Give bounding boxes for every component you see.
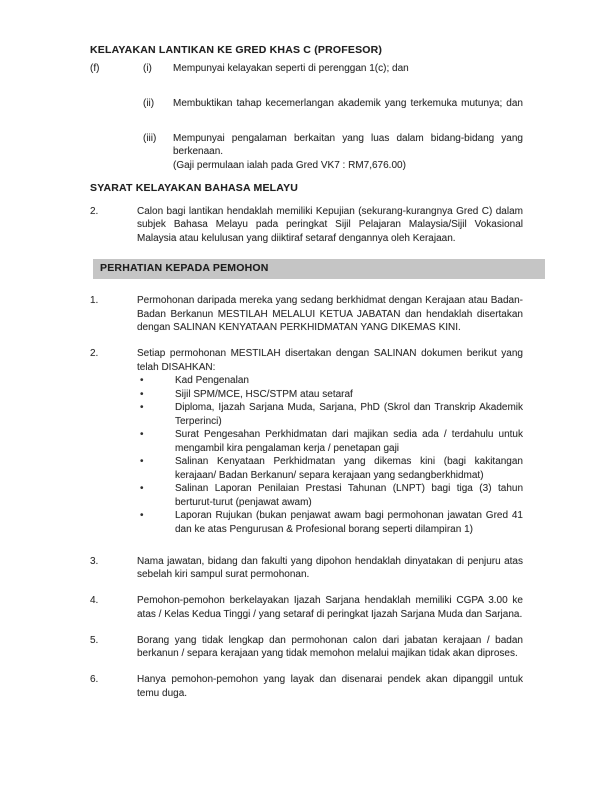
bullet-text: Sijil SPM/MCE, HSC/STPM atau setaraf [175,388,353,400]
item-number: 5. [90,634,99,646]
section-heading-bahasa: SYARAT KELAYAKAN BAHASA MELAYU [90,182,299,194]
clause-marker-i: (i) [143,62,152,74]
item-number: 2. [90,205,99,217]
document-bullet-2 [137,388,523,402]
bullet-icon: • [140,510,144,521]
document-bullet-7 [137,509,523,536]
bullet-text: Salinan Laporan Penilaian Prestasi Tahunan (LNPT) bagi tiga (3) tahun berturut-turut (penjawat awam) [175,483,523,508]
item-number: 1. [90,295,99,306]
clause-note-salary: (Gaji permulaan ialah pada Gred VK7 : RM7,676.00) [173,159,406,171]
document-bullet-1 [137,374,523,388]
bullet-icon: • [140,402,144,413]
language-item [90,205,523,246]
bullet-text: Surat Pengesahan Perkhidmatan dari majikan sedia ada / terdahulu untuk mengambil kira pengalaman kerja / penetapan gaji [175,429,523,454]
item-text: Pemohon-pemohon berkelayakan Ijazah Sarjana hendaklah memiliki CGPA 3.00 ke atas / Kelas Kedua Tinggi / yang setaraf di peringkat Ijazah Sarjana Muda dan Sarjana. [137,595,523,620]
item-number: 3. [90,555,99,567]
item-number: 6. [90,674,99,685]
clause-text-i: Mempunyai kelayakan seperti di perenggan 1(c); dan [173,62,409,74]
bullet-icon: • [140,388,144,400]
notice-item-4 [90,594,523,621]
bullet-text: Salinan Kenyataan Perkhidmatan yang dikemas kini (bagi kakitangan kerajaan/ Badan Berkanun/ separa kerajaan yang sedangberkhidmat) [175,456,523,481]
notice-item-3 [90,555,523,582]
bullet-text: Kad Pengenalan [175,375,249,386]
bullet-icon: • [140,375,144,386]
clause-text-iii: Mempunyai pengalaman berkaitan yang luas dalam bidang-bidang yang berkenaan. [173,132,523,157]
clause-text-ii: Membuktikan tahap kecemerlangan akademik yang terkemuka mutunya; dan [173,97,523,109]
document-bullet-6 [137,482,523,509]
notice-item-1 [90,294,523,335]
section-heading-kelayakan: KELAYAKAN LANTIKAN KE GRED KHAS C (PROFESOR) [90,44,383,56]
document-bullet-4 [137,428,523,455]
clause-row-iii [90,132,523,173]
item-text: Calon bagi lantikan hendaklah memiliki Kepujian (sekurang-kurangnya Gred C) dalam subjek Bahasa Melayu pada peringkat Sijil Pelajaran Malaysia/Sijil Vokasional Malaysia atau kelulusan yang diiktiraf setaraf dengannya oleh Kerajaan. [137,205,523,244]
section-kelayakan-lantikan [90,44,523,172]
clause-marker-f: (f) [90,62,100,74]
clause-row-ii [90,97,523,111]
item-text: Setiap permohonan MESTILAH disertakan dengan SALINAN dokumen berikut yang telah DISAHKAN: [137,348,523,373]
document-bullet-5 [137,455,523,482]
notice-item-2 [90,347,523,374]
item-number: 4. [90,595,99,606]
bullet-text: Laporan Rujukan (bukan penjawat awam bagi permohonan jawatan Gred 41 dan ke atas Pengurusan & Profesional borang seperti dilampiran 1) [175,510,523,535]
bullet-text: Diploma, Ijazah Sarjana Muda, Sarjana, PhD (Skrol dan Transkrip Akademik Terperinci) [175,402,523,427]
item-text: Hanya pemohon-pemohon yang layak dan disenarai pendek akan dipanggil untuk temu duga. [137,674,523,699]
bullet-icon: • [140,483,144,494]
bullet-icon: • [140,429,144,440]
clause-row-i [90,62,523,76]
bullet-icon: • [140,456,144,467]
item-number: 2. [90,348,99,359]
item-text: Nama jawatan, bidang dan fakulti yang dipohon hendaklah dinyatakan di penjuru atas sebelah kiri sampul surat permohonan. [137,555,523,580]
document-bullet-3 [137,401,523,428]
item-text: Borang yang tidak lengkap dan permohonan calon dari jabatan kerajaan / badan berkanun / separa kerajaan yang tidak memohon melalui majikan tidak akan diproses. [137,634,523,659]
clause-marker-iii: (iii) [143,132,157,144]
item-text: Permohonan daripada mereka yang sedang berkhidmat dengan Kerajaan atau Badan-Badan Berkanun MESTILAH MELALUI KETUA JABATAN dan hendaklah disertakan dengan SALINAN KENYATAAN PERKHIDMATAN YANG DIKEMAS KINI. [137,295,523,333]
notice-item-6 [90,673,523,700]
notice-item-5 [90,634,523,661]
section-perhatian-pemohon [90,259,523,701]
notice-header-bar: PERHATIAN KEPADA PEMOHON [93,259,545,280]
section-syarat-bahasa [90,182,523,245]
clause-marker-ii: (ii) [143,97,155,109]
